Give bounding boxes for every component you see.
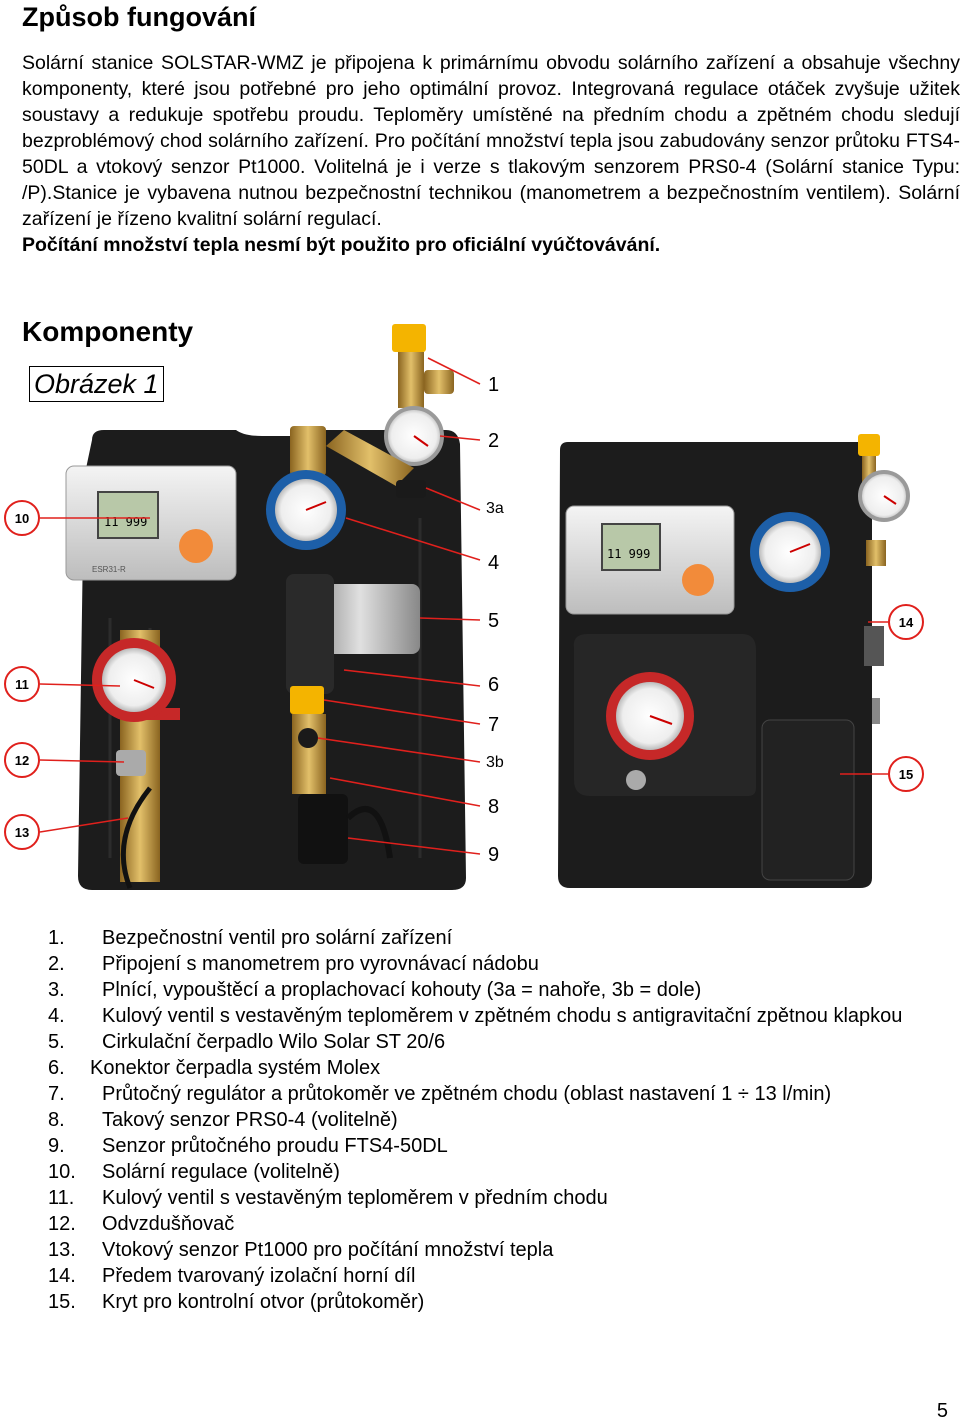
description-warning: Počítání množství tepla nesmí být použito pro oficiální vyúčtovávání. — [22, 234, 661, 256]
circulation-pump-body — [286, 574, 334, 694]
flow-sensor — [298, 794, 348, 864]
right-station — [558, 434, 908, 888]
callout-6: 6 — [488, 674, 500, 696]
callout-8: 8 — [488, 796, 500, 818]
callout-5: 5 — [488, 610, 500, 632]
callout-1: 1 — [488, 374, 500, 396]
callout-12: 12 — [4, 742, 40, 778]
list-item: 8. Takový senzor PRS0-4 (volitelně) — [48, 1109, 398, 1131]
safety-valve-cap — [392, 324, 426, 352]
flow-regulator-body — [292, 714, 326, 794]
list-item: 15. Kryt pro kontrolní otvor (průtokoměr) — [48, 1291, 425, 1313]
page-number: 5 — [936, 1400, 948, 1422]
list-item: 10. Solární regulace (volitelně) — [48, 1161, 340, 1183]
right-air-vent — [626, 770, 646, 790]
callout-3a: 3a — [486, 500, 504, 517]
list-item: 13. Vtokový senzor Pt1000 pro počítání množství tepla — [48, 1239, 554, 1261]
list-item: 11. Kulový ventil s vestavěným teploměrem v předním chodu — [48, 1187, 608, 1209]
list-item: 9. Senzor průtočného proudu FTS4-50DL — [48, 1135, 448, 1157]
component-list — [48, 925, 948, 1315]
list-item: 4. Kulový ventil s vestavěným teploměrem v zpětném chodu s antigravitační zpětnou klapkou — [48, 1005, 903, 1027]
list-item: 3. Plnící, vypouštěcí a proplachovací kohouty (3a = nahoře, 3b = dole) — [48, 979, 702, 1001]
solar-station-figure — [0, 318, 960, 896]
controller-display-text: 11 999 — [104, 515, 148, 529]
fill-valve-3b — [298, 728, 318, 748]
solar-station-illustration — [0, 318, 960, 896]
flow-regulator-cap — [290, 686, 324, 714]
controller-device-label: ESR31-R — [92, 565, 126, 574]
callout-11: 11 — [4, 666, 40, 702]
safety-valve-side — [424, 370, 454, 394]
figure-label: Obrázek 1 — [29, 366, 164, 402]
page-heading: Způsob fungování — [22, 2, 256, 32]
controller-knob — [179, 529, 213, 563]
list-item: 6. Konektor čerpadla systém Molex — [48, 1057, 381, 1079]
callout-4: 4 — [488, 552, 500, 574]
list-item: 1. Bezpečnostní ventil pro solární zařízení — [48, 927, 453, 949]
callout-10: 10 — [4, 500, 40, 536]
right-controller-knob — [682, 564, 714, 596]
callout-2: 2 — [488, 430, 500, 452]
list-item: 14. Předem tvarovaný izolační horní díl — [48, 1265, 416, 1287]
list-item: 12. Odvzdušňovač — [48, 1213, 235, 1235]
components-heading: Komponenty — [22, 316, 194, 347]
return-pipe-top — [290, 426, 326, 476]
callout-13: 13 — [4, 814, 40, 850]
right-controller-display-text: 11 999 — [607, 547, 651, 561]
description-paragraph — [22, 50, 960, 258]
right-safety-valve — [858, 434, 880, 456]
callout-9: 9 — [488, 844, 500, 866]
callout-3b: 3b — [486, 754, 504, 771]
list-item: 7. Průtočný regulátor a průtokoměr ve zpětném chodu (oblast nastavení 1 ÷ 13 l/min) — [48, 1083, 832, 1105]
callout-7: 7 — [488, 714, 500, 736]
left-station — [66, 324, 466, 890]
list-item: 5. Cirkulační čerpadlo Wilo Solar ST 20/6 — [48, 1031, 446, 1053]
inspection-cover — [762, 720, 854, 880]
air-vent — [116, 750, 146, 776]
list-item: 2. Připojení s manometrem pro vyrovnávací nádobu — [48, 953, 539, 975]
description-text: Solární stanice SOLSTAR-WMZ je připojena k primárnímu obvodu solárního zařízení a obsahuje všechny komponenty, které jsou potřebné pro jeho optimální provoz. Integrovaná regulace otáček zvyšuje užitek soustavy a redukuje spotřebu proudu. Teploměry umístěné na předním chodu a zpětném chodu sledují bezproblémový chod solárního zařízení. Pro počítání množství tepla jsou zabudovány senzor průtoku FTS4-50DL a vtokový senzor Pt1000. Volitelná je i verze s tlakovým senzorem PRS0-4 (Solární stanice Typu: /P).Stanice je vybavena nutnou bezpečnostní technikou (manometrem a bezpečnostním ventilem). Solární zařízení je řízeno kvalitní solární regulací. — [22, 52, 960, 230]
callout-14: 14 — [888, 604, 924, 640]
callout-15: 15 — [888, 756, 924, 792]
safety-valve-body — [398, 352, 424, 408]
